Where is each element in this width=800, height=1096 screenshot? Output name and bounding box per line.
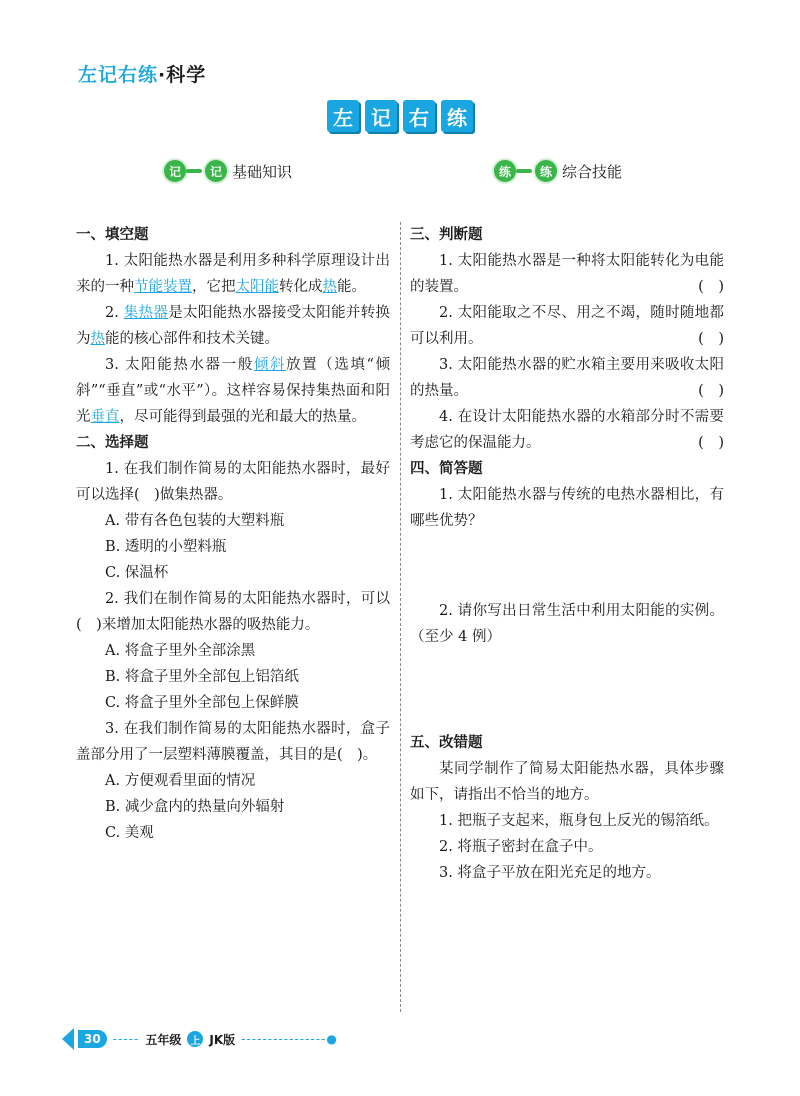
text: 3. 太阳能热水器的贮水箱主要用来吸收太阳的热量。	[410, 357, 724, 399]
fill-q2	[76, 300, 390, 352]
answer: 热	[90, 331, 105, 347]
series-subject: ·科学	[158, 64, 207, 86]
text: 转化成	[279, 279, 323, 295]
correct-step: 1. 把瓶子支起来，瓶身包上反光的锡箔纸。	[439, 813, 719, 829]
text: 3. 太阳能热水器一般	[105, 357, 254, 373]
section-badge	[162, 158, 226, 184]
answer-space[interactable]	[410, 534, 724, 598]
choice-option: C. 将盒子里外全部包上保鲜膜	[105, 695, 299, 711]
section-badge	[492, 158, 556, 184]
title-char: 练	[441, 100, 473, 132]
choice-option: C. 美观	[105, 825, 154, 841]
short-q1: 1. 太阳能热水器与传统的电热水器相比，有哪些优势？	[410, 487, 724, 529]
grade-label: 五年级	[145, 1032, 182, 1047]
badge-char: 记	[203, 158, 229, 184]
short-heading: 四、简答题	[410, 461, 483, 477]
page-footer	[62, 1028, 338, 1050]
choice-q3: 3. 在我们制作简易的太阳能热水器时，盒子盖部分用了一层塑料薄膜覆盖，其目的是( )。	[76, 721, 390, 763]
choice-heading: 二、选择题	[76, 435, 149, 451]
page-arrow-icon	[62, 1028, 74, 1050]
fill-q3	[76, 352, 390, 430]
page-title	[0, 100, 800, 132]
text: 2.	[105, 305, 124, 321]
badge-char: 记	[162, 158, 188, 184]
answer: 集热器	[123, 305, 169, 321]
section-title: 基础知识	[232, 162, 293, 181]
badge-dash	[516, 169, 532, 173]
text: ，尽可能得到最强的光和最大的热量。	[119, 409, 366, 425]
text: 放置（选填“倾斜”“垂直”或“水平”）。这样容易保持集热面和阳光	[76, 357, 391, 425]
text: 能。	[337, 279, 366, 295]
text: ，它把	[192, 279, 236, 295]
section-header-right	[492, 158, 622, 184]
title-char: 左	[327, 100, 359, 132]
column-divider	[400, 222, 401, 1012]
choice-option: B. 将盒子里外全部包上铝箔纸	[105, 669, 299, 685]
correct-step: 3. 将盒子平放在阳光充足的地方。	[439, 865, 661, 881]
answer-blank[interactable]: ( )	[698, 435, 724, 451]
volume-badge: 上	[187, 1031, 203, 1047]
text: 是太阳能热水器接受太阳能并转换为	[76, 305, 391, 347]
choice-option: A. 带有各色包装的大塑料瓶	[105, 513, 285, 529]
answer: 热	[322, 279, 337, 295]
page-number: 30	[78, 1030, 107, 1048]
choice-option: A. 将盒子里外全部涂黑	[105, 643, 256, 659]
answer-space[interactable]	[410, 650, 724, 730]
answer-blank[interactable]: ( )	[698, 383, 724, 399]
answer: 倾斜	[253, 357, 287, 373]
fill-q1	[76, 248, 390, 300]
judge-q2	[410, 300, 724, 352]
title-char: 记	[365, 100, 397, 132]
badge-char: 练	[492, 158, 518, 184]
choice-option: C. 保温杯	[105, 565, 169, 581]
text: 1. 太阳能热水器是利用多种科学原理设计出来的一种	[76, 253, 390, 295]
series-title	[78, 60, 206, 87]
section-header-left	[162, 158, 292, 184]
text: 2. 太阳能取之不尽、用之不竭，随时随地都可以利用。	[410, 305, 724, 347]
edition-label: JK版	[209, 1032, 236, 1047]
fill-heading: 一、填空题	[76, 227, 149, 243]
right-column	[410, 222, 724, 886]
choice-option: B. 透明的小塑料瓶	[105, 539, 227, 555]
badge-dash	[186, 169, 202, 173]
judge-q4	[410, 404, 724, 456]
title-char: 右	[403, 100, 435, 132]
correct-heading: 五、改错题	[410, 735, 483, 751]
footer-dots: -----	[112, 1032, 140, 1046]
judge-q3	[410, 352, 724, 404]
answer: 太阳能	[235, 279, 279, 295]
judge-q1	[410, 248, 724, 300]
badge-char: 练	[533, 158, 559, 184]
choice-q2: 2. 我们在制作简易的太阳能热水器时，可以( )来增加太阳能热水器的吸热能力。	[76, 591, 390, 633]
answer-blank[interactable]: ( )	[698, 331, 724, 347]
correct-step: 2. 将瓶子密封在盒子中。	[439, 839, 603, 855]
footer-dots: ----------------●	[241, 1032, 338, 1046]
correct-intro: 某同学制作了简易太阳能热水器，具体步骤如下，请指出不恰当的地方。	[410, 761, 724, 803]
judge-heading: 三、判断题	[410, 227, 483, 243]
section-title: 综合技能	[562, 162, 623, 181]
choice-option: A. 方便观看里面的情况	[105, 773, 256, 789]
choice-q1: 1. 在我们制作简易的太阳能热水器时，最好可以选择( )做集热器。	[76, 461, 390, 503]
text: 4. 在设计太阳能热水器的水箱部分时不需要考虑它的保温能力。	[410, 409, 724, 451]
answer-blank[interactable]: ( )	[698, 279, 724, 295]
answer: 垂直	[90, 409, 120, 425]
choice-option: B. 减少盒内的热量向外辐射	[105, 799, 285, 815]
answer: 节能装置	[134, 279, 192, 295]
left-column	[76, 222, 390, 846]
short-q2: 2. 请你写出日常生活中利用太阳能的实例。（至少 4 例）	[410, 603, 724, 645]
text: 能的核心部件和技术关键。	[105, 331, 279, 347]
series-brand: 左记右练	[78, 64, 159, 86]
text: 1. 太阳能热水器是一种将太阳能转化为电能的装置。	[410, 253, 724, 295]
